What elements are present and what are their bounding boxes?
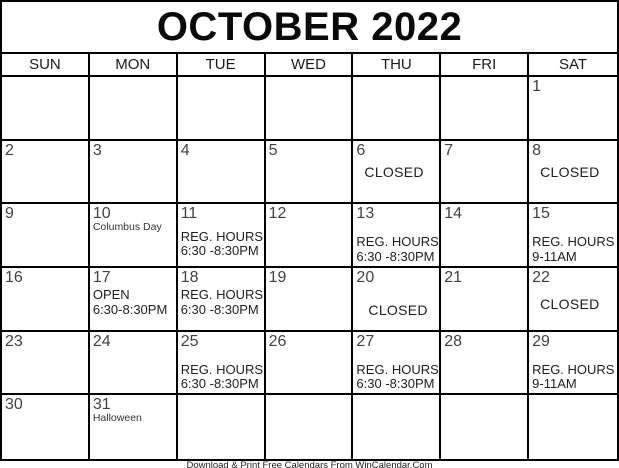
date-number — [181, 396, 261, 414]
note-line: 9-11AM — [532, 376, 577, 392]
note-line: 9-11AM — [532, 248, 577, 264]
date-number: 7 — [444, 141, 454, 159]
date-number — [5, 78, 85, 96]
day-header-tue: TUE — [178, 54, 266, 75]
day-cell-11 — [178, 204, 266, 268]
date-number: 17 — [92, 269, 111, 286]
date-number — [269, 78, 349, 96]
day-cell-23 — [2, 332, 90, 396]
note-line: REG. HOURS — [532, 361, 615, 377]
note-line: OPEN — [92, 287, 130, 303]
cell-note — [180, 287, 264, 317]
calendar-grid — [2, 77, 617, 459]
cell-note — [356, 165, 436, 180]
day-cell-12 — [266, 204, 354, 268]
date-number: 15 — [532, 205, 550, 223]
note-line: REG. HOURS — [532, 234, 615, 250]
date-number: 27 — [356, 332, 375, 350]
note-line: REG. HOURS — [180, 228, 264, 244]
date-number: 26 — [268, 332, 287, 350]
date-number: 21 — [444, 269, 463, 286]
cell-note — [93, 288, 173, 317]
date-number: 18 — [180, 269, 199, 286]
note-line: CLOSED — [540, 296, 600, 313]
date-number — [444, 396, 524, 414]
date-number: 6 — [356, 141, 366, 159]
day-cell-empty — [441, 77, 529, 141]
date-number: 25 — [180, 332, 199, 350]
note-line: 6:30 -8:30PM — [180, 243, 259, 259]
note-line: Halloween — [92, 411, 142, 424]
calendar-title: OCTOBER 2022 — [2, 2, 617, 54]
note-line: CLOSED — [368, 302, 428, 319]
day-cell-25 — [178, 332, 266, 396]
day-cell-empty — [178, 395, 266, 459]
date-number — [356, 396, 436, 414]
day-cell-22 — [529, 268, 617, 332]
date-number: 10 — [92, 205, 111, 223]
note-line: REG. HOURS — [356, 234, 439, 250]
day-cell-empty — [441, 395, 529, 459]
day-cell-20 — [353, 268, 441, 332]
note-line: 6:30 -8:30PM — [180, 376, 259, 392]
day-cell-28 — [441, 332, 529, 396]
day-cell-empty — [353, 77, 441, 141]
date-number — [532, 396, 614, 414]
day-cell-21 — [441, 268, 529, 332]
date-number: 12 — [268, 205, 287, 223]
day-cell-31 — [90, 395, 178, 459]
cell-note — [532, 165, 614, 180]
day-cell-empty — [2, 77, 90, 141]
day-cell-15 — [529, 204, 617, 268]
date-number — [269, 396, 349, 414]
day-header-mon: MON — [90, 54, 178, 75]
note-line: CLOSED — [364, 164, 424, 181]
date-number: 4 — [180, 141, 190, 159]
note-line: CLOSED — [540, 164, 600, 181]
day-cell-4 — [178, 141, 266, 205]
cell-note — [356, 234, 439, 264]
date-number — [181, 78, 261, 96]
note-line: REG. HOURS — [180, 361, 264, 377]
day-cell-14 — [441, 204, 529, 268]
note-line: REG. HOURS — [356, 361, 439, 377]
cell-note — [93, 222, 173, 234]
cell-note — [356, 303, 436, 318]
note-line: REG. HOURS — [180, 287, 264, 303]
date-number: 2 — [5, 141, 14, 159]
note-line: Columbus Day — [92, 220, 162, 233]
day-cell-empty — [529, 395, 617, 459]
day-cell-30 — [2, 395, 90, 459]
date-number: 3 — [92, 141, 102, 159]
date-number: 9 — [5, 205, 14, 223]
day-cell-empty — [266, 395, 354, 459]
day-cell-29 — [529, 332, 617, 396]
day-cell-6 — [353, 141, 441, 205]
day-header-sat: SAT — [559, 56, 588, 73]
date-number: 20 — [356, 269, 375, 286]
note-line: 6:30 -8:30PM — [356, 376, 435, 392]
day-cell-5 — [266, 141, 354, 205]
day-of-week-header-row — [2, 54, 617, 77]
day-cell-1 — [529, 77, 617, 141]
date-number: 11 — [180, 205, 198, 223]
day-header-thu: THU — [353, 54, 441, 75]
day-cell-2 — [2, 141, 90, 205]
cell-note — [532, 235, 614, 264]
day-cell-empty — [90, 77, 178, 141]
cell-note — [356, 361, 439, 392]
date-number: 31 — [92, 396, 111, 414]
date-number: 16 — [5, 269, 23, 286]
cell-note — [180, 228, 264, 259]
date-number: 14 — [444, 205, 463, 223]
date-number: 22 — [532, 269, 550, 286]
day-cell-16 — [2, 268, 90, 332]
day-cell-empty — [353, 395, 441, 459]
day-cell-19 — [266, 268, 354, 332]
date-number — [356, 78, 436, 96]
day-cell-empty — [178, 77, 266, 141]
cell-note — [532, 297, 614, 312]
note-line: 6:30 -8:30PM — [180, 301, 259, 317]
day-cell-10 — [90, 204, 178, 268]
date-number: 23 — [5, 332, 23, 350]
date-number: 5 — [268, 141, 278, 159]
day-header-sun: SUN — [2, 54, 90, 75]
cell-note — [180, 361, 264, 392]
note-line: 6:30-8:30PM — [92, 301, 168, 317]
date-number: 8 — [532, 141, 542, 159]
day-header-wed: WED — [266, 54, 354, 75]
day-cell-7 — [441, 141, 529, 205]
day-cell-8 — [529, 141, 617, 205]
day-cell-24 — [90, 332, 178, 396]
day-cell-17 — [90, 268, 178, 332]
footer-credit: Download & Print Free Calendars From WinCalendar.Com — [186, 461, 433, 468]
day-cell-9 — [2, 204, 90, 268]
date-number: 30 — [5, 396, 23, 414]
day-cell-26 — [266, 332, 354, 396]
date-number — [444, 78, 524, 96]
date-number — [93, 78, 173, 96]
cell-note — [532, 363, 614, 392]
day-cell-27 — [353, 332, 441, 396]
date-number: 29 — [532, 332, 550, 350]
day-cell-empty — [266, 77, 354, 141]
date-number: 19 — [268, 269, 287, 286]
day-header-fri: FRI — [441, 54, 529, 75]
day-cell-3 — [90, 141, 178, 205]
date-number: 28 — [444, 332, 463, 350]
cell-note — [93, 413, 173, 425]
note-line: 6:30 -8:30PM — [356, 248, 435, 264]
date-number: 1 — [532, 78, 542, 95]
date-number: 13 — [356, 205, 375, 223]
day-cell-18 — [178, 268, 266, 332]
day-cell-13 — [353, 204, 441, 268]
date-number: 24 — [92, 332, 111, 350]
